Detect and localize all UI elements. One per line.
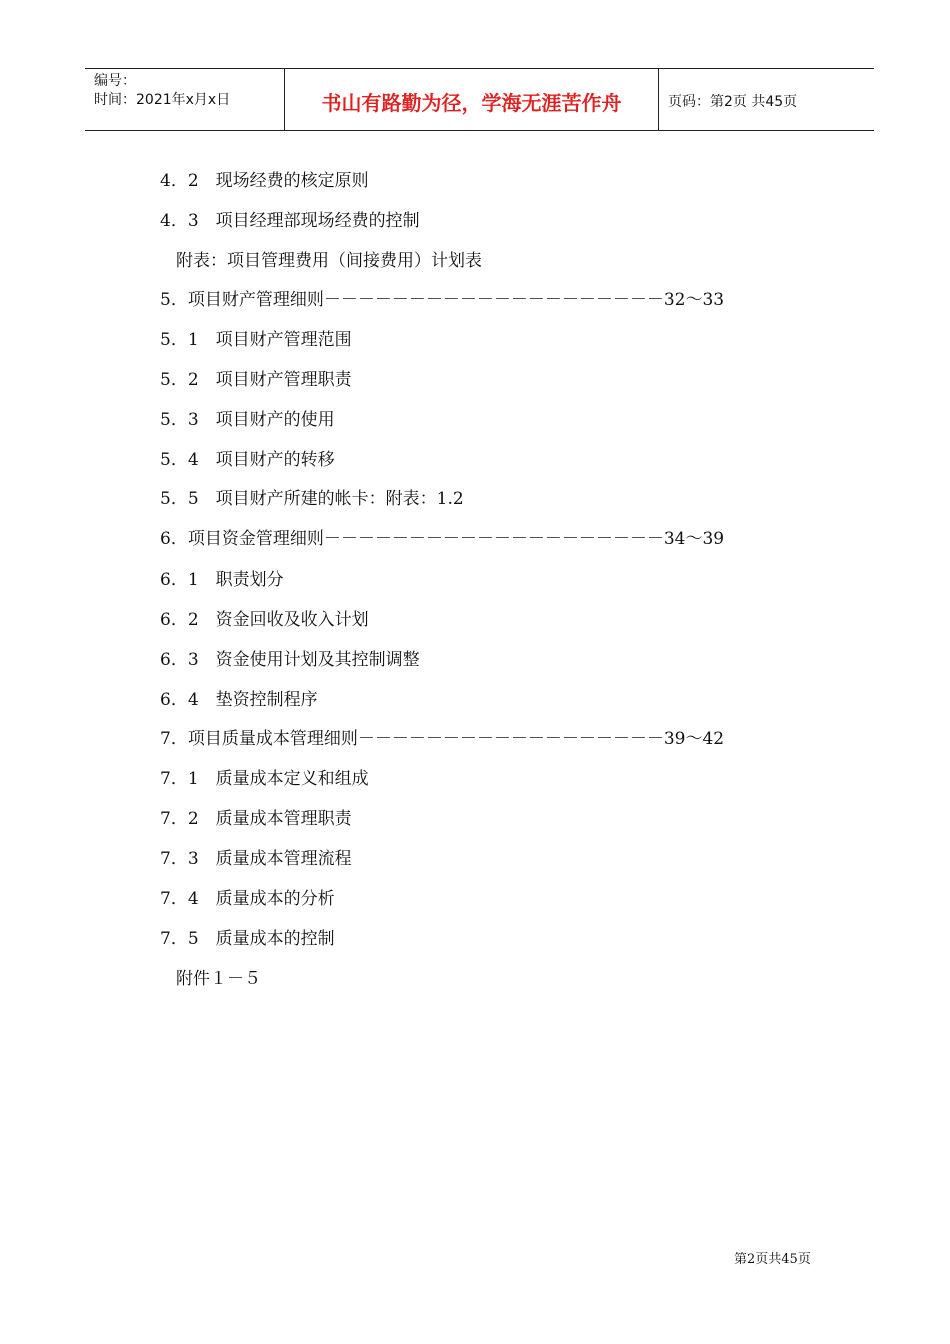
toc-section-7: 7．项目质量成本管理细则－－－－－－－－－－－－－－－－－－39～42 <box>160 729 725 749</box>
toc-section-6: 6．项目资金管理细则－－－－－－－－－－－－－－－－－－－－34～39 <box>160 529 725 549</box>
header-page-number: 页码：第2页 共45页 <box>668 94 798 110</box>
toc-entry-5-1: 5．1 项目财产管理范围 <box>160 330 352 350</box>
toc-entry-7-3: 7．3 质量成本管理流程 <box>160 849 352 869</box>
page-header <box>85 68 874 131</box>
toc-entry-7-2: 7．2 质量成本管理职责 <box>160 809 352 829</box>
page-footer-number: 第2页共45页 <box>734 1252 811 1267</box>
toc-entry-7-4: 7．4 质量成本的分析 <box>160 889 335 909</box>
document-date-label: 时间：2021年x月x日 <box>94 92 231 108</box>
toc-entry-6-2: 6．2 资金回收及收入计划 <box>160 610 369 630</box>
toc-entry-7-5: 7．5 质量成本的控制 <box>160 929 335 949</box>
toc-entry-5-2: 5．2 项目财产管理职责 <box>160 370 352 390</box>
toc-entry-attachments: 附件１－５ <box>176 969 261 989</box>
toc-entry-6-4: 6．4 垫资控制程序 <box>160 690 318 710</box>
header-motto: 书山有路勤为径，学海无涯苦作舟 <box>285 69 659 130</box>
toc-entry-6-3: 6．3 资金使用计划及其控制调整 <box>160 650 420 670</box>
document-number-label: 编号： <box>94 73 136 89</box>
toc-entry-4-3: 4．3 项目经理部现场经费的控制 <box>160 211 420 231</box>
toc-entry-7-1: 7．1 质量成本定义和组成 <box>160 769 369 789</box>
toc-entry-5-3: 5．3 项目财产的使用 <box>160 410 335 430</box>
toc-section-5: 5．项目财产管理细则－－－－－－－－－－－－－－－－－－－－32～33 <box>160 290 725 310</box>
header-meta-cell <box>85 69 285 130</box>
toc-entry-appendix-table: 附表：项目管理费用（间接费用）计划表 <box>176 251 482 271</box>
toc-entry-5-4: 5．4 项目财产的转移 <box>160 450 335 470</box>
toc-entry-5-5: 5．5 项目财产所建的帐卡：附表：1.2 <box>160 489 464 509</box>
toc-entry-6-1: 6．1 职责划分 <box>160 570 284 590</box>
toc-entry-4-2: 4．2 现场经费的核定原则 <box>160 171 369 191</box>
